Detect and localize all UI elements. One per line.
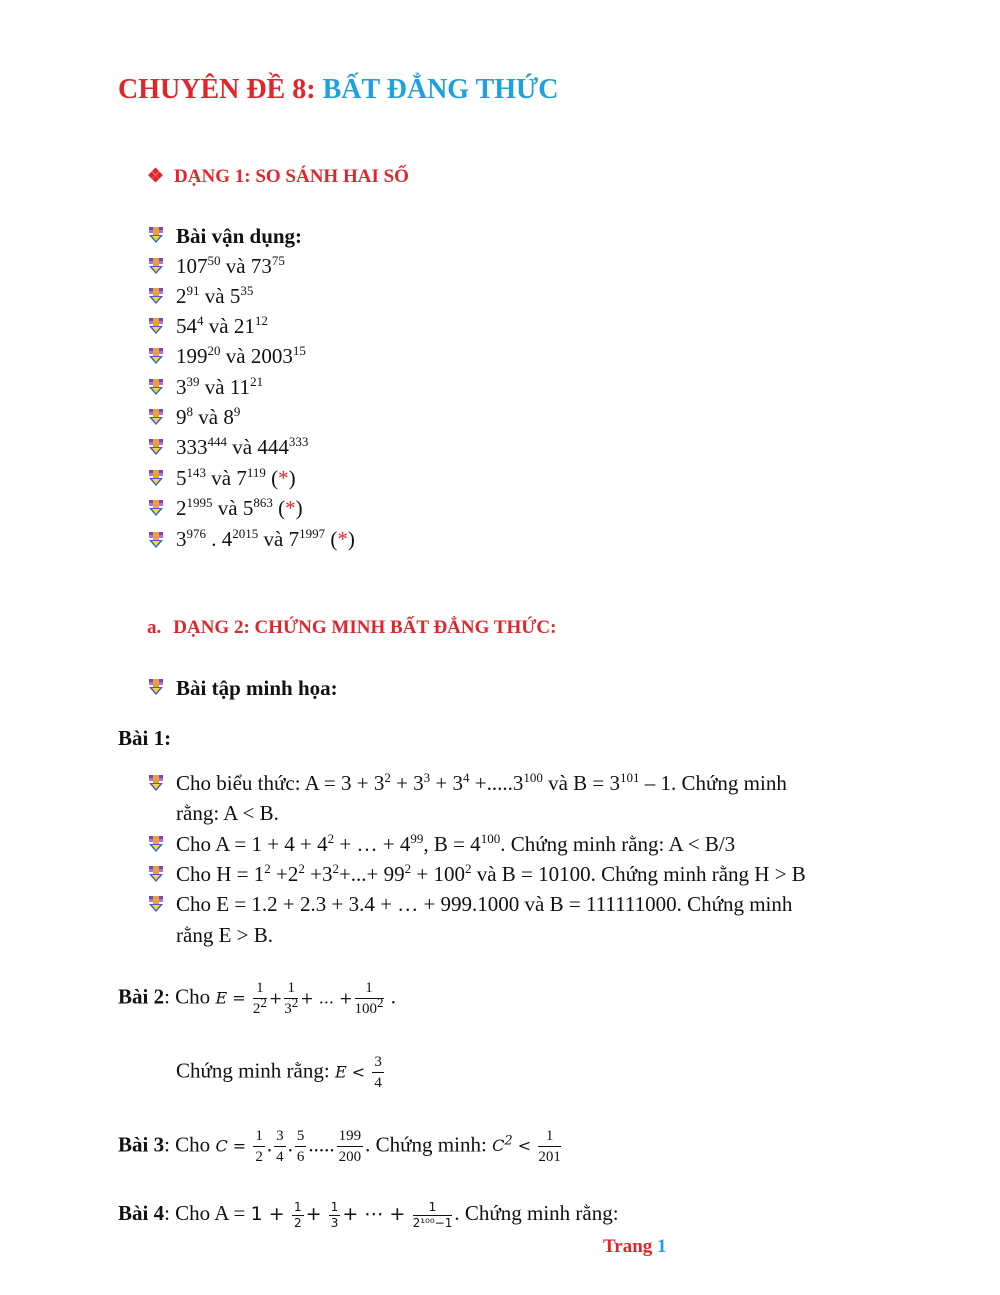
bai-1-item-4: Cho E = 1.2 + 2.3 + 3.4 + … + 999.1000 và B = 111111000. Chứng minh	[176, 892, 793, 916]
arrow-bullet-icon	[147, 469, 165, 487]
list-item: $2^{91}$ và $5^{35}$	[176, 283, 254, 308]
list-item: $3^{976}$ . $4^{2015}$ và $7^{1997}$ (*)	[176, 526, 355, 551]
arrow-bullet-icon	[147, 774, 165, 792]
arrow-bullet-icon	[147, 347, 165, 365]
list-item: $199^{20}$ và 2003$^{15}$	[176, 343, 306, 368]
bai-2: Bài 2: Cho E = $\frac{1}{2^2}$ + $\frac{1}{3^2}$ + ... + $\frac{1}{100^2}$ .	[118, 980, 397, 1017]
arrow-bullet-icon	[147, 835, 165, 853]
bai-1-item-2: Cho $A = 1 + 4 + 4^2$ + … + $4^{99}$, $B = 4^{100}$. Chứng minh rằng: A < B/3	[176, 831, 736, 856]
arrow-bullet-icon	[147, 257, 165, 275]
illustration-heading: Bài tập minh họa:	[176, 676, 338, 700]
page-title: CHUYÊN ĐỀ 8: BẤT ĐẲNG THỨC	[118, 74, 559, 105]
list-item: $2^{1995}$ và $5^{863}$ (*)	[176, 495, 303, 520]
arrow-bullet-icon	[147, 499, 165, 517]
arrow-bullet-icon	[147, 378, 165, 396]
arrow-bullet-icon	[147, 865, 165, 883]
arrow-bullet-icon	[147, 317, 165, 335]
diamond-bullet-icon: ❖	[147, 166, 165, 187]
arrow-bullet-icon	[147, 287, 165, 305]
bai-1-item-1-cont: rằng: A < B.	[176, 801, 279, 825]
arrow-bullet-icon	[147, 408, 165, 426]
bai-3: Bài 3: Cho C = $\frac{1}{2}$ . $\frac{3}{4}$ . $\frac{5}{6}$ ..... $\frac{199}{200}$ . Chứng minh: $C^2$ < $\frac{1}{201}$	[118, 1128, 561, 1165]
list-item: $333^{444}$ và $444^{333}$	[176, 434, 309, 459]
arrow-bullet-icon	[147, 226, 165, 244]
list-item: $107^{50}$ và $73^{75}$	[176, 253, 285, 278]
bai-1-item-1: Cho biểu thức: $A = 3 + 3^2 + 3^3 + 3^4 +.....3^{100}$ và $B = 3^{101} - 1$. Chứng minh	[176, 770, 787, 795]
bai-1-label: Bài 1:	[118, 726, 172, 750]
section-dang-1: ❖ DẠNG 1: SO SÁNH HAI SỐ	[147, 166, 409, 187]
arrow-bullet-icon	[147, 531, 165, 549]
arrow-bullet-icon	[147, 438, 165, 456]
bai-1-item-3: Cho $H = 1^2 +2^2 +3^2+...+ 99^2 + 100^2$ và B = 10100. Chứng minh rằng H > B	[176, 861, 806, 886]
page-number: Trang 1	[603, 1236, 667, 1257]
section-dang-2: a. DẠNG 2: CHỨNG MINH BẤT ĐẲNG THỨC:	[147, 617, 557, 638]
bai-1-item-4-cont: rằng E > B.	[176, 923, 273, 947]
apply-heading: Bài vận dụng:	[176, 224, 303, 248]
list-item: $3^{39}$ và $11^{21}$	[176, 374, 264, 399]
arrow-bullet-icon	[147, 895, 165, 913]
list-item: $5^{143}$ và $7^{119}$ (*)	[176, 465, 296, 490]
bai-2-prove: Chứng minh rằng: E < $\frac{3}{4}$	[176, 1054, 382, 1091]
arrow-bullet-icon	[147, 678, 165, 696]
bai-4: Bài 4: Cho A = 1 + $\frac{1}{2}$ + $\frac{1}{3}$ + ⋯ + $\frac{1}{\text{2¹⁰⁰−1}}$ . Chứng minh rằng:	[118, 1199, 619, 1230]
list-item: $9^8$ và $8^9$	[176, 404, 241, 429]
list-item: $54^4$ và $21^{12}$	[176, 313, 268, 338]
